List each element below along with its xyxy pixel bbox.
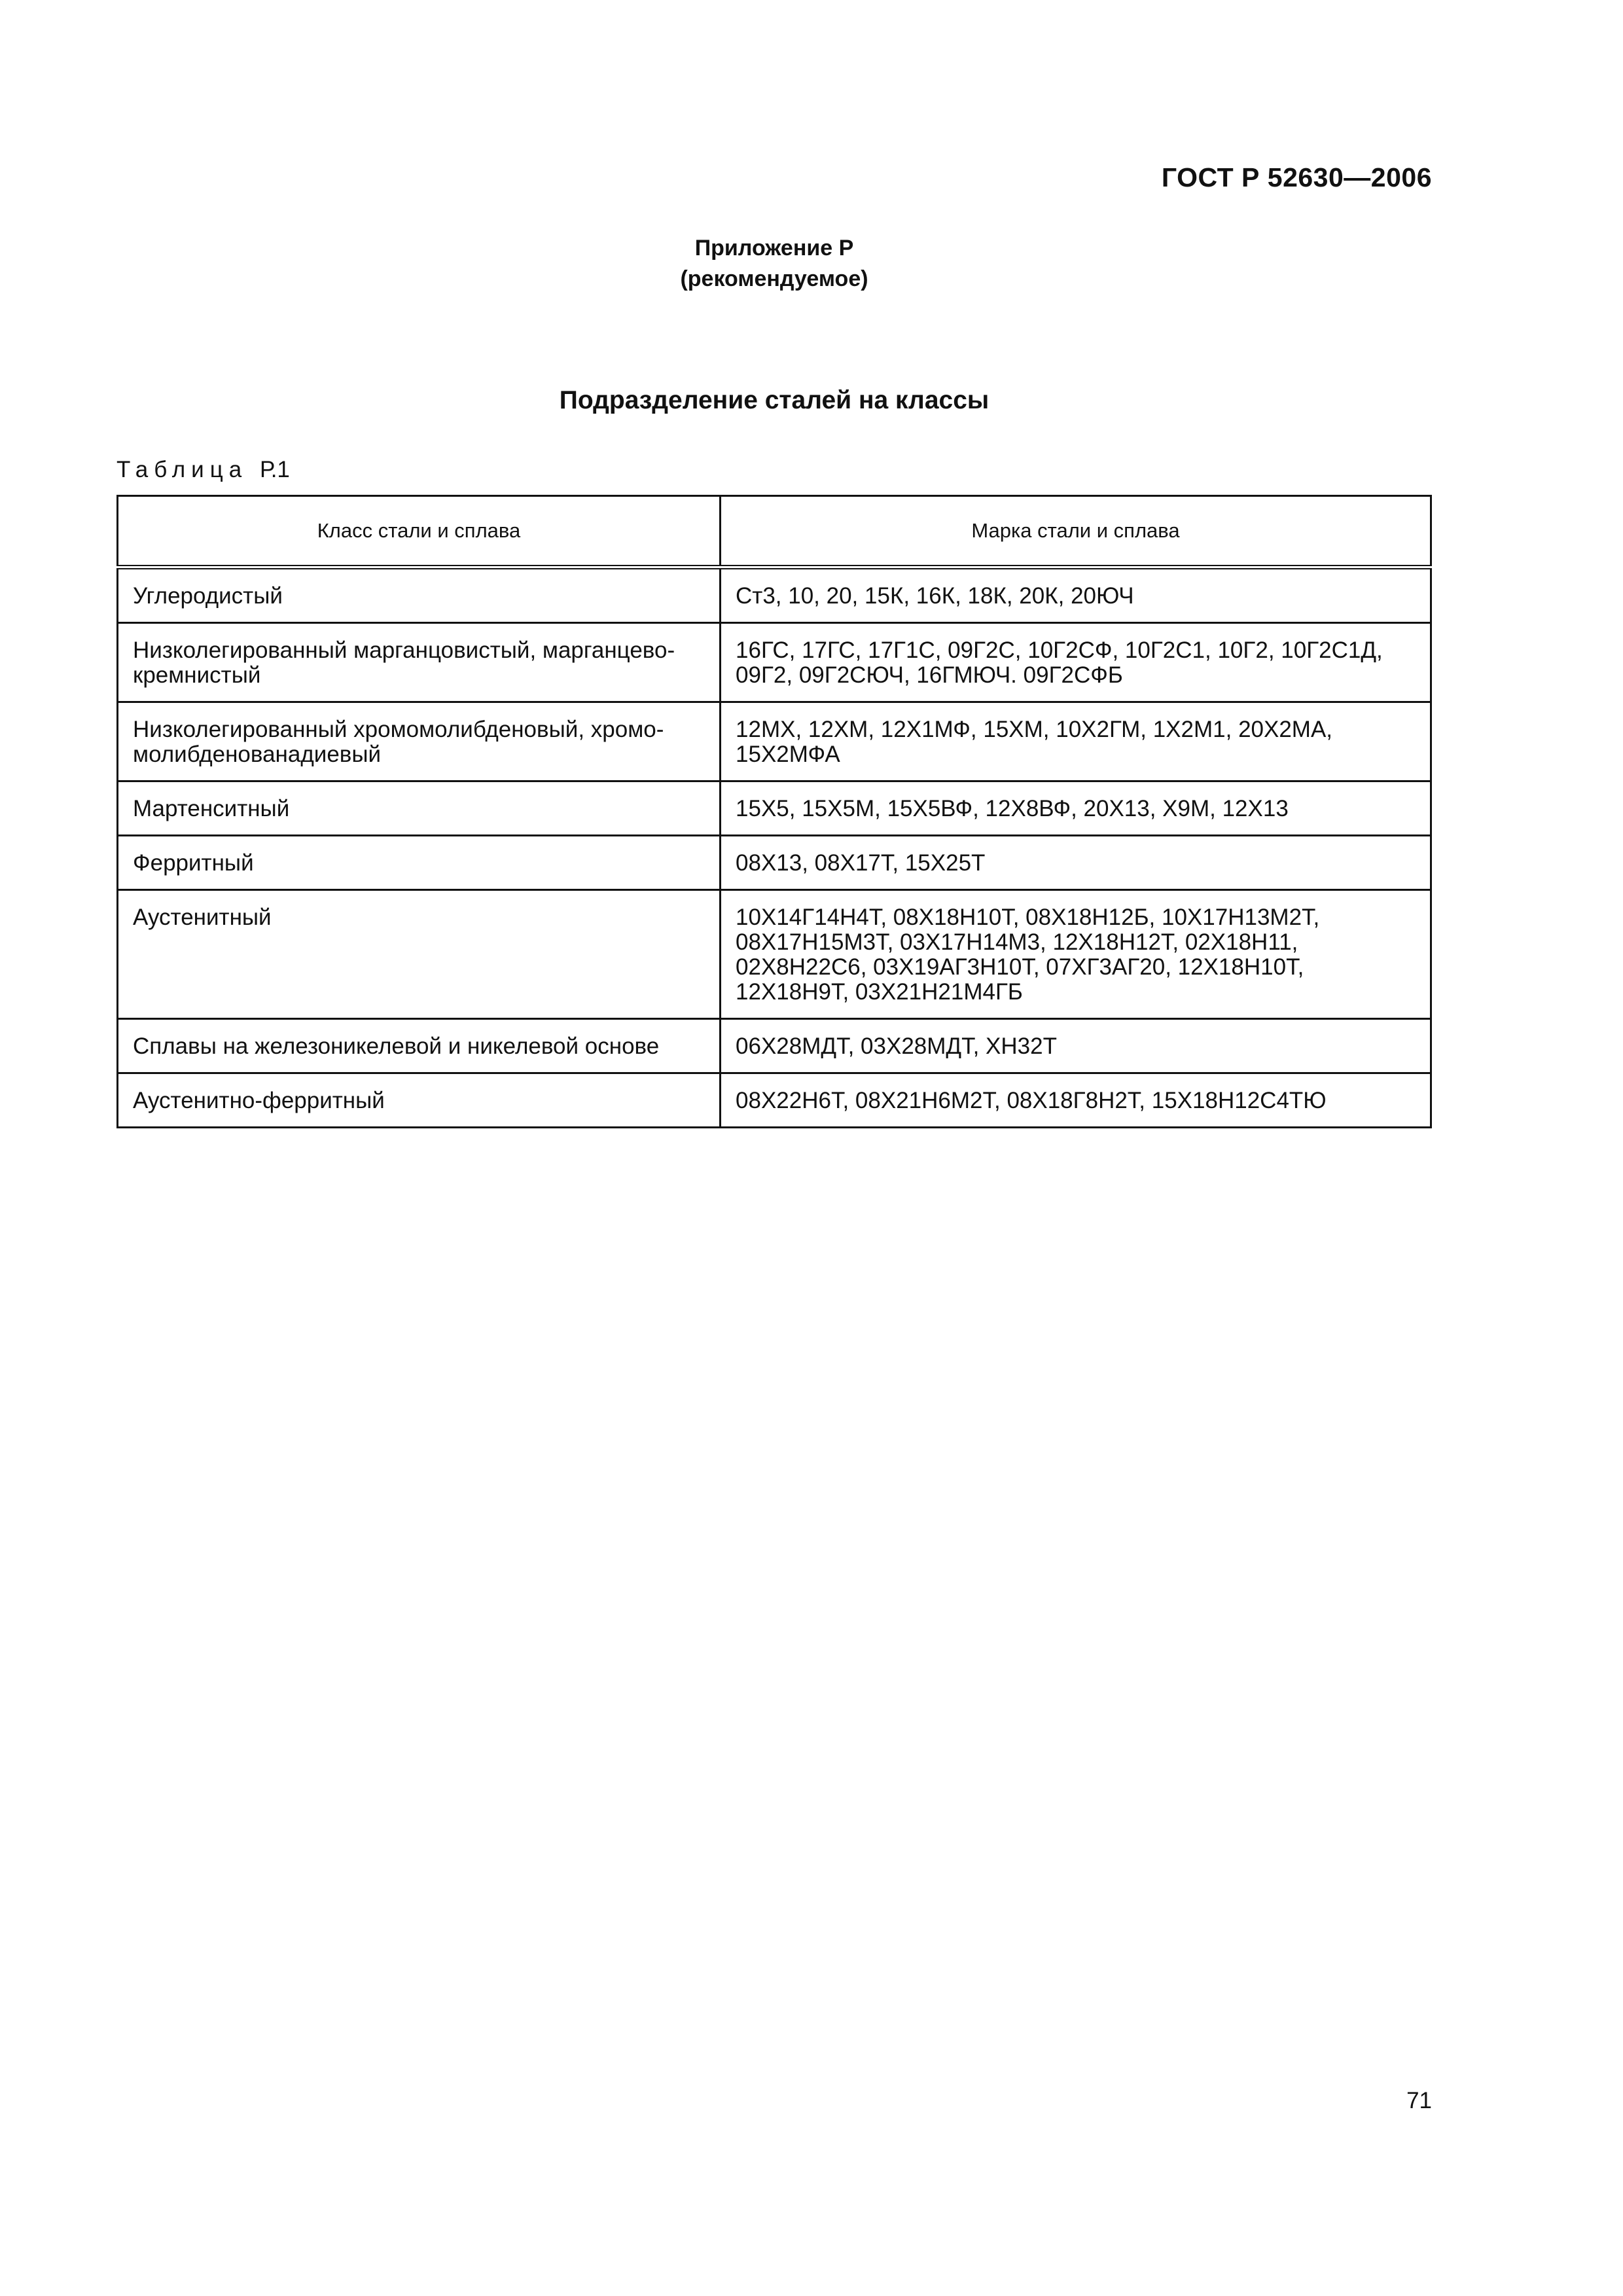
table-row bbox=[118, 567, 1431, 623]
table-row bbox=[118, 623, 1431, 702]
appendix-heading bbox=[118, 233, 1431, 295]
section-title: Подразделение сталей на классы bbox=[559, 386, 990, 414]
table-caption-number: Р.1 bbox=[259, 457, 290, 482]
column-header-class: Класс стали и сплава bbox=[118, 496, 721, 567]
appendix-subtitle: (рекомендуемое) bbox=[680, 266, 868, 291]
cell-class: Аустенитный bbox=[118, 890, 721, 1019]
table-row bbox=[118, 702, 1431, 781]
cell-grades: 15Х5, 15Х5М, 15Х5ВФ, 12Х8ВФ, 20Х13, Х9М, 12Х13 bbox=[721, 781, 1431, 836]
steel-classes-table bbox=[116, 495, 1432, 1128]
cell-grades: 08Х22Н6Т, 08Х21Н6М2Т, 08Х18Г8Н2Т, 15Х18Н12С4ТЮ bbox=[721, 1073, 1431, 1128]
table-caption-word: Таблица bbox=[116, 457, 248, 482]
cell-grades: 12МХ, 12ХМ, 12Х1МФ, 15ХМ, 10Х2ГМ, 1Х2М1, 20Х2МА, 15Х2МФА bbox=[721, 702, 1431, 781]
page-number: 71 bbox=[1406, 2088, 1432, 2113]
cell-grades: 16ГС, 17ГС, 17Г1С, 09Г2С, 10Г2СФ, 10Г2С1, 10Г2, 10Г2С1Д, 09Г2, 09Г2СЮЧ, 16ГМЮЧ. 09Г2СФБ bbox=[721, 623, 1431, 702]
table-row bbox=[118, 1073, 1431, 1128]
cell-class: Сплавы на железоникелевой и никелевой основе bbox=[118, 1019, 721, 1073]
table-row bbox=[118, 890, 1431, 1019]
cell-class: Низколегированный марганцовистый, марганцево-кремнистый bbox=[118, 623, 721, 702]
cell-class: Низколегированный хромомолибденовый, хромо-молибденованадиевый bbox=[118, 702, 721, 781]
cell-class: Углеродистый bbox=[118, 567, 721, 623]
table-row bbox=[118, 836, 1431, 890]
cell-grades: Ст3, 10, 20, 15К, 16К, 18К, 20К, 20ЮЧ bbox=[721, 567, 1431, 623]
table-row bbox=[118, 1019, 1431, 1073]
column-header-grade: Марка стали и сплава bbox=[721, 496, 1431, 567]
cell-grades: 08Х13, 08Х17Т, 15Х25Т bbox=[721, 836, 1431, 890]
cell-class: Аустенитно-ферритный bbox=[118, 1073, 721, 1128]
table-caption bbox=[116, 457, 290, 483]
appendix-title: Приложение Р bbox=[694, 236, 854, 260]
cell-class: Мартенситный bbox=[118, 781, 721, 836]
document-code: ГОСТ Р 52630—2006 bbox=[1161, 162, 1432, 192]
cell-grades: 06Х28МДТ, 03Х28МДТ, ХН32Т bbox=[721, 1019, 1431, 1073]
cell-grades: 10Х14Г14Н4Т, 08Х18Н10Т, 08Х18Н12Б, 10Х17Н13М2Т, 08Х17Н15М3Т, 03Х17Н14М3, 12Х18Н12Т, 02Х18Н11, 02Х8Н22С6, 03Х19АГ3Н10Т, 07ХГ3АГ20, 12Х18Н10Т, 12Х18Н9Т, 03Х21Н21М4ГБ bbox=[721, 890, 1431, 1019]
table-header-row bbox=[118, 496, 1431, 567]
table-row bbox=[118, 781, 1431, 836]
cell-class: Ферритный bbox=[118, 836, 721, 890]
